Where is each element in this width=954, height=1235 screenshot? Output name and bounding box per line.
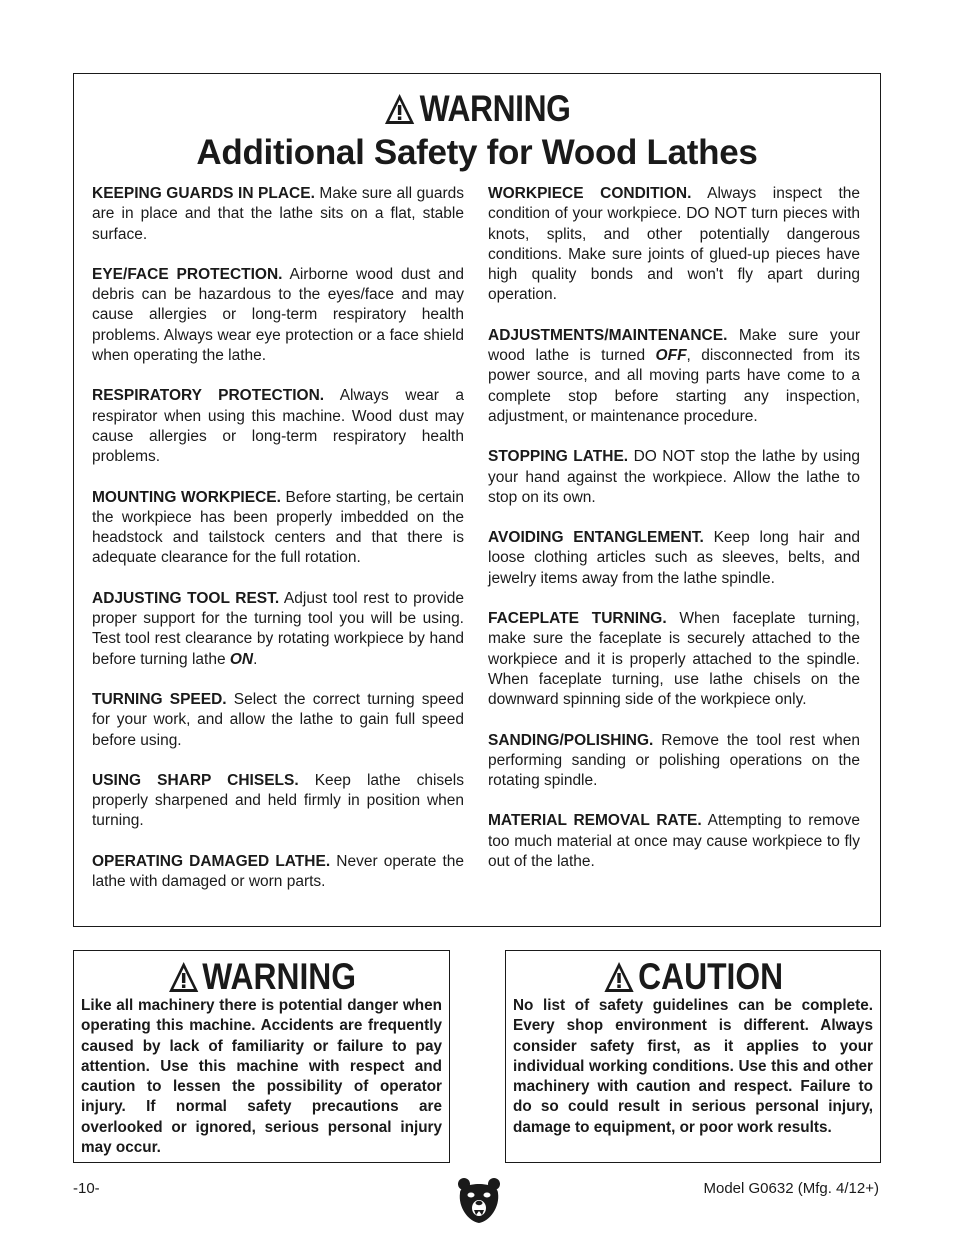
paragraph-text: Always inspect the condition of your workpiece. DO NOT turn pieces with knots, splits, and other potentially dangerous conditions. Make sure joints of glued-up pieces have high quality bonds and won't fly apart during operation. [488, 185, 860, 304]
safety-paragraph [92, 265, 464, 366]
paragraph-heading: OPERATING DAMAGED LATHE. [92, 852, 331, 870]
page-number: -10- [73, 1180, 100, 1197]
warning-box-text: Like all machinery there is potential danger when operating this machine. Accidents are frequently caused by lack of familiarity or failure to pay attention. Use this machine with respect and caution to lessen the possibility of operator injury. If normal safety precautions are overlooked or ignored, serious personal injury may occur. [81, 997, 442, 1157]
warning-triangle-icon [384, 92, 417, 126]
paragraph-heading: AVOIDING ENTANGLEMENT. [488, 529, 704, 547]
caution-box [505, 950, 881, 1163]
left-column [92, 184, 464, 912]
section-title: Additional Safety for Wood Lathes [196, 133, 758, 172]
paragraph-heading: STOPPING LATHE. [488, 448, 629, 466]
paragraph-text: DO NOT stop the lathe by using your hand against the workpiece. Allow the lathe to stop on its own. [488, 448, 860, 506]
paragraph-heading: USING SHARP CHISELS. [92, 771, 299, 789]
general-warning-box [73, 950, 450, 1163]
warning-box-heading [100, 955, 423, 999]
safety-paragraph [92, 184, 464, 245]
paragraph-heading: RESPIRATORY PROTECTION. [92, 387, 325, 405]
safety-paragraph [488, 447, 860, 508]
model-number: Model G0632 (Mfg. 4/12+) [703, 1180, 879, 1197]
emphasis-text: ON [229, 650, 254, 668]
paragraph-text: Select the correct turning speed for your work, and allow the lathe to gain full speed before using. [92, 690, 465, 749]
warning-title: WARNING [419, 88, 571, 129]
paragraph-text: , disconnected from its power source, and all moving parts have come to a complete stop before starting any inspection, adjustment, or maintenance procedure. [488, 347, 860, 425]
safety-paragraph [488, 731, 860, 792]
safety-paragraph [488, 326, 860, 427]
paragraph-heading: EYE/FACE PROTECTION. [92, 265, 283, 283]
paragraph-text: Never operate the lathe with damaged or worn parts. [92, 852, 464, 891]
caution-box-heading [532, 955, 854, 999]
paragraph-heading: MATERIAL REMOVAL RATE. [488, 812, 702, 830]
caution-box-text: No list of safety guidelines can be complete. Every shop environment is different. Always consider safety first, as it applies to your individual working conditions. Use this and other machinery with caution and respect. Failure to do so could result in serious personal injury, damage to equipment, or poor work results. [513, 997, 873, 1136]
paragraph-text: Always wear a respirator when using this machine. Wood dust may cause allergies or long-term respiratory health problems. [92, 387, 464, 466]
safety-paragraph [92, 386, 464, 467]
safety-paragraph [92, 589, 464, 670]
paragraph-text: . [253, 650, 258, 668]
bear-head-logo [456, 1175, 502, 1225]
paragraph-text: Keep long hair and loose clothing articles such as sleeves, belts, and jewelry items away from the lathe spindle. [488, 529, 861, 587]
paragraph-text: Adjust tool rest to provide proper support for the turning tool you will be using. Test tool rest clearance by rotating workpiece by hand before turning lathe [92, 589, 464, 668]
paragraph-heading: TURNING SPEED. [92, 690, 227, 708]
paragraph-text: Keep lathe chisels properly sharpened and held firmly in position when turning. [92, 771, 464, 830]
right-column [488, 184, 860, 892]
safety-paragraph [92, 771, 464, 832]
paragraph-text: Remove the tool rest when performing sanding or polishing operations on the rotating spindle. [488, 731, 860, 790]
safety-paragraph [488, 528, 860, 589]
paragraph-heading: ADJUSTING TOOL REST. [92, 589, 280, 607]
caution-box-title: CAUTION [638, 956, 784, 997]
safety-paragraph [488, 811, 860, 872]
paragraph-heading: KEEPING GUARDS IN PLACE. [92, 185, 315, 202]
paragraph-text: Make sure your wood lathe is turned [488, 326, 860, 365]
paragraph-heading: MOUNTING WORKPIECE. [92, 488, 281, 506]
warning-triangle-icon [167, 960, 200, 994]
warning-triangle-icon [603, 960, 636, 994]
warning-heading [130, 88, 823, 130]
paragraph-heading: SANDING/POLISHING. [488, 731, 654, 749]
paragraph-heading: WORKPIECE CONDITION. [488, 185, 692, 202]
paragraph-text: Airborne wood dust and debris can be hazardous to the eyes/face and may cause allergies or long-term respiratory health problems. Always wear eye protection or a face shield when operating the lathe. [92, 265, 465, 365]
safety-paragraph [92, 488, 464, 569]
paragraph-text: When faceplate turning, make sure the faceplate is securely attached to the workpiece and it is properly attached to the spindle. When faceplate turning, use lathe chisels on the downward spinning side of the workpiece only. [488, 610, 860, 709]
paragraph-heading: ADJUSTMENTS/MAINTENANCE. [488, 326, 728, 344]
safety-paragraph [92, 852, 464, 893]
paragraph-heading: FACEPLATE TURNING. [488, 610, 667, 628]
paragraph-text: Make sure all guards are in place and that the lathe sits on a flat, stable surface. [92, 185, 464, 243]
safety-paragraph [488, 609, 860, 710]
paragraph-text: Before starting, be certain the workpiece has been properly imbedded on the headstock and tailstock centers and that there is adequate clearance for the full rotation. [92, 488, 464, 567]
emphasis-text: OFF [655, 347, 687, 365]
safety-paragraph [92, 690, 464, 751]
paragraph-text: Attempting to remove too much material at once may cause workpiece to fly out of the lathe. [488, 812, 860, 871]
additional-safety-box [73, 73, 881, 927]
warning-box-title: WARNING [202, 956, 357, 997]
safety-paragraph [488, 184, 860, 306]
